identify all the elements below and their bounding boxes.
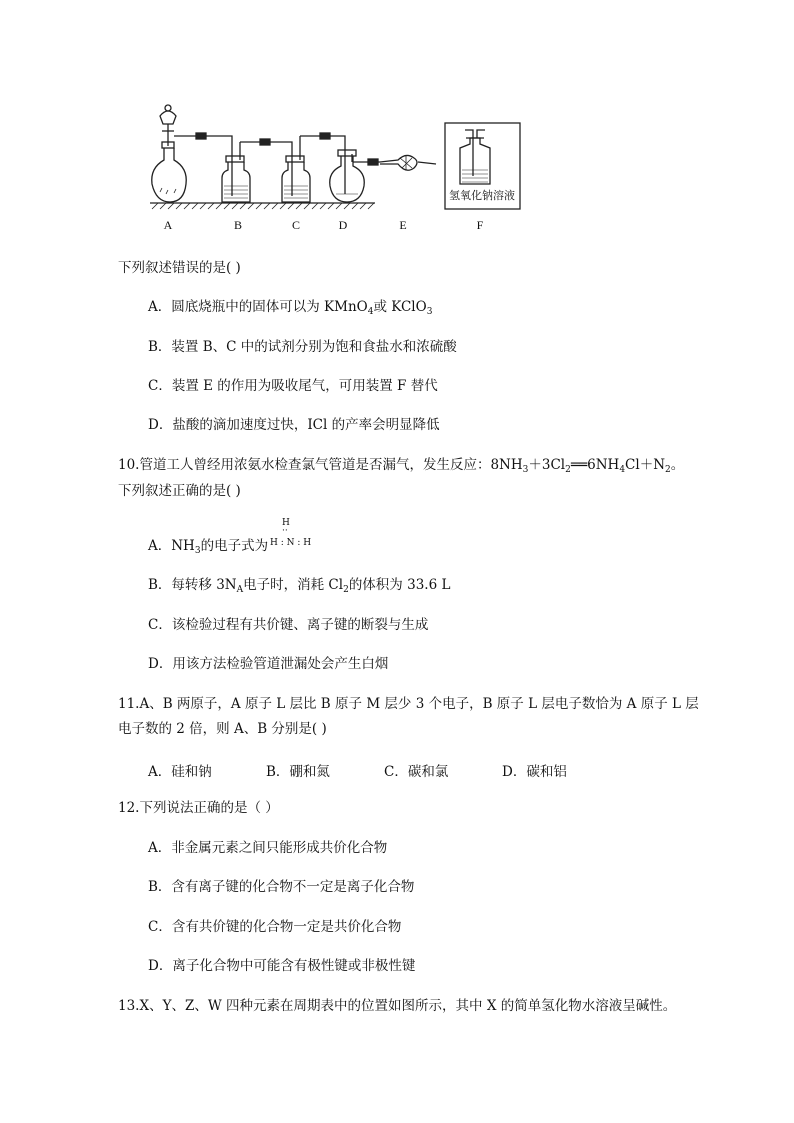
q12-stem: 12.下列说法正确的是（ ） [118,800,279,816]
q13-stem: 13.X、Y、Z、W 四种元素在周期表中的位置如图所示，其中 X 的简单氢化物水溶液呈碱性。 [118,998,677,1014]
q11-stem-line2: 电子数的 2 倍，则 A、B 分别是( ) [118,721,327,737]
label-e: E [399,218,407,232]
nh3-lewis-structure: H ·· H : N : H [270,518,312,548]
q9-stem: 下列叙述错误的是( ) [118,260,241,276]
q10-option-c: C．该检验过程有共价键、离子键的断裂与生成 [148,617,429,633]
label-c: C [291,218,301,232]
apparatus-figure [140,98,540,238]
q9-option-c: C．装置 E 的作用为吸收尾气，可用装置 F 替代 [148,378,438,394]
q11-options [148,760,708,778]
figure-f-caption: 氢氧化钠溶液 [449,190,515,202]
q10-option-d: D．用该方法检验管道泄漏处会产生白烟 [148,656,389,672]
label-f: F [476,218,484,232]
q9-option-b: B．装置 B、C 中的试剂分别为饱和食盐水和浓硫酸 [148,339,457,355]
q12-option-a: A．非金属元素之间只能形成共价化合物 [148,840,388,856]
q11-option-d: D．碳和铝 [502,764,567,780]
q11-stem-line1: 11.A、B 两原子，A 原子 L 层比 B 原子 M 层少 3 个电子，B 原子 L 层电子数恰为 A 原子 L 层 [118,696,699,712]
label-d: D [338,218,348,232]
q12-option-c: C．含有共价键的化合物一定是共价化合物 [148,919,402,935]
q11-option-b: B．硼和氮 [266,764,330,780]
label-b: B [233,218,243,232]
q12-option-b: B．含有离子键的化合物不一定是离子化合物 [148,879,415,895]
q12-option-d: D．离子化合物中可能含有极性键或非极性键 [148,958,416,974]
q11-option-a: A．硅和钠 [148,764,212,780]
q10-option-a: A．$NH_3$的电子式为 [148,538,269,556]
q10-stem-line2: 下列叙述正确的是( ) [118,483,241,499]
label-a: A [163,218,173,232]
q10-option-b: B．每转移 $3N_A$电子时，消耗 $Cl_2$的体积为 33.6 L [148,577,451,595]
q9-option-d: D．盐酸的滴加速度过快，ICl 的产率会明显降低 [148,417,440,433]
q11-option-c: C．碳和氯 [384,764,449,780]
q10-stem-line1: 10.管道工人曾经用浓氨水检查氯气管道是否漏气，发生反应：$8NH_3+3Cl_2══6NH_4Cl+N_2$。 [118,457,685,475]
q9-option-a: A．圆底烧瓶中的固体可以为 KMnO$_4$或 KClO$_3$ [148,299,433,317]
